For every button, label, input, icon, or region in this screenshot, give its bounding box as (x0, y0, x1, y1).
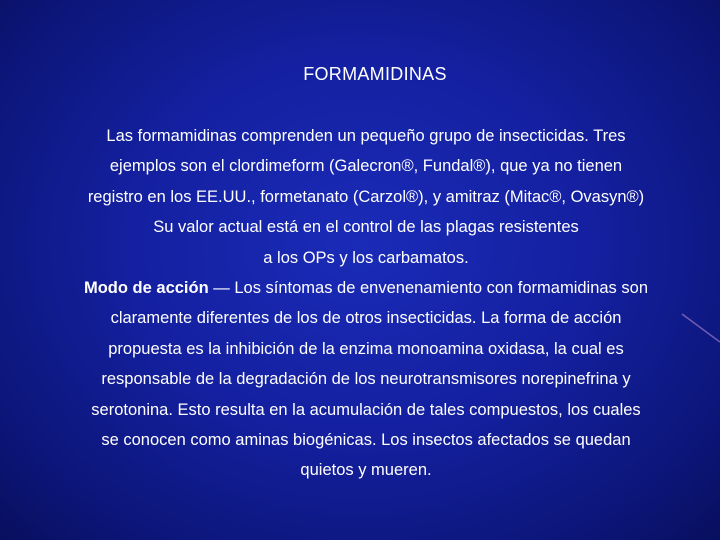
slide-body (18, 121, 714, 486)
slide-title: FORMAMIDINAS (303, 64, 447, 84)
paragraph-1-line: Su valor actual está en el control de las plagas resistentes (153, 218, 579, 237)
mode-of-action-heading: Modo de acción (83, 279, 209, 298)
paragraph-2-line: se conocen como aminas biogénicas. Los insectos afectados se quedan (101, 431, 631, 450)
paragraph-2-line: propuesta es la inhibición de la enzima monoamina oxidasa, la cual es (108, 339, 624, 358)
paragraph-2-first-line (18, 273, 714, 303)
paragraph-2-line: serotonina. Esto resulta en la acumulación de tales compuestos, los cuales (91, 400, 641, 419)
paragraph-2-first-line-text: — Los síntomas de envenenamiento con formamidinas son (208, 279, 648, 298)
paragraph-1-line: ejemplos son el clordimeform (Galecron®, Fundal®), que ya no tienen (109, 157, 623, 176)
paragraph-2-line: quietos y mueren. (300, 461, 432, 480)
paragraph-2-line: responsable de la degradación de los neurotransmisores norepinefrina y (101, 370, 631, 389)
paragraph-1-line: Las formamidinas comprenden un pequeño grupo de insecticidas. Tres (106, 127, 626, 145)
decorative-line (680, 300, 720, 350)
paragraph-1-line: a los OPs y los carbamatos. (263, 248, 469, 267)
paragraph-1-line: registro en los EE.UU., formetanato (Carzol®), y amitraz (Mitac®, Ovasyn®) (87, 187, 645, 206)
paragraph-2-line: claramente diferentes de los de otros insecticidas. La forma de acción (110, 309, 622, 328)
